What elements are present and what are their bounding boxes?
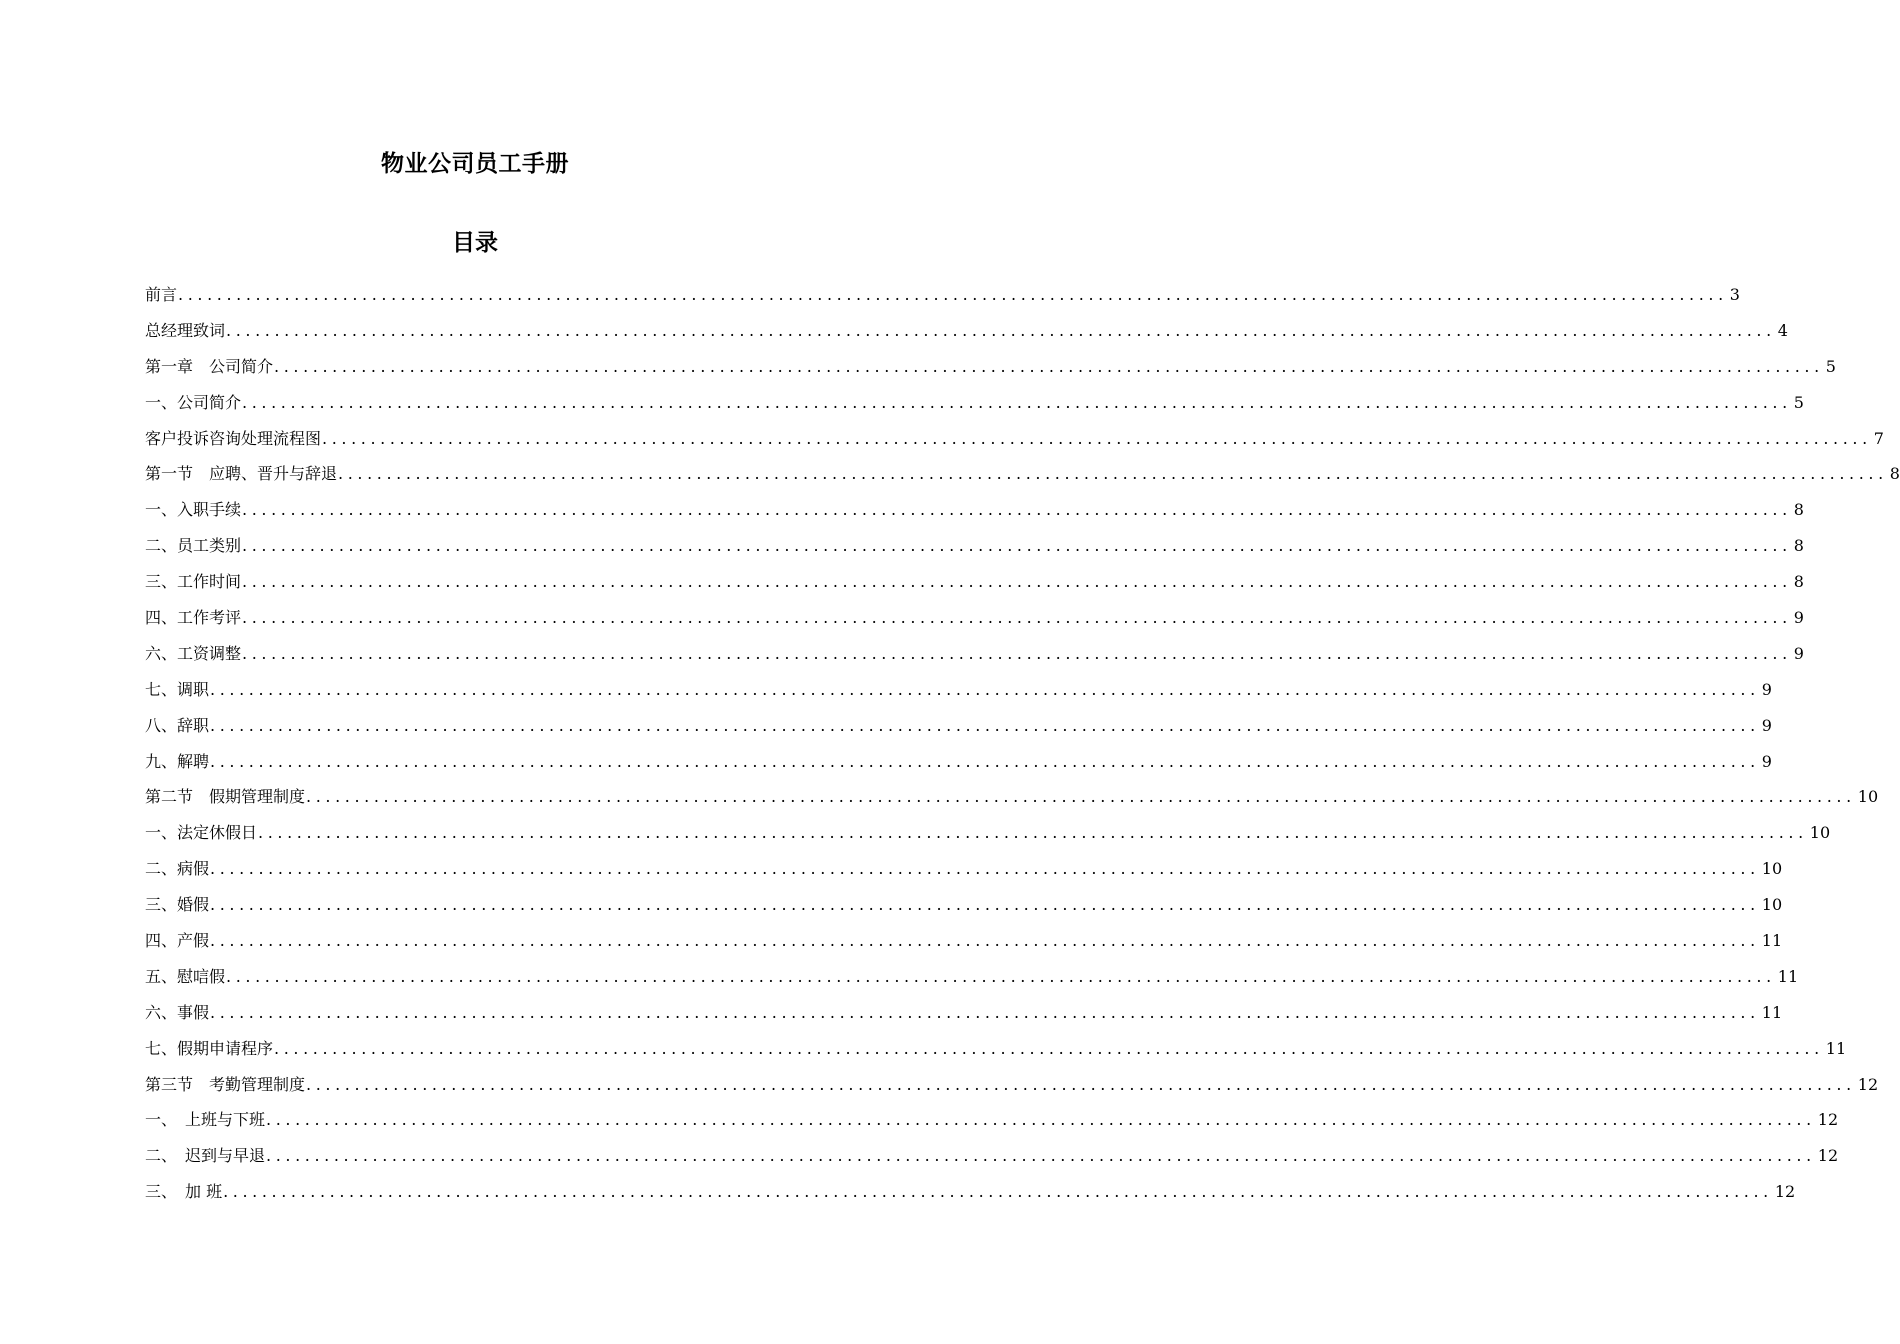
toc-entry-page: 8 — [1793, 500, 1804, 520]
toc-entry-page: 12 — [1857, 1074, 1879, 1094]
toc-entry-label: 四、工作考评 — [145, 608, 242, 628]
toc-entry[interactable] — [145, 636, 1804, 672]
toc-entry-label: 一、 上班与下班 — [145, 1110, 266, 1130]
toc-entry-label: 五、慰唁假 — [145, 966, 226, 986]
toc-entry-page: 8 — [1793, 572, 1804, 592]
toc-dot-leader: ................................................................................................................................................................ — [242, 536, 1792, 556]
toc-dot-leader: ................................................................................................................................................................ — [210, 751, 1760, 771]
toc-entry-label: 前言 — [145, 285, 178, 304]
toc-entry[interactable] — [145, 456, 1900, 492]
toc-entry-page: 9 — [1793, 643, 1804, 663]
toc-entry-page: 11 — [1761, 1002, 1783, 1022]
toc-dot-leader: ................................................................................................................................................................ — [210, 679, 1760, 699]
toc-entry[interactable] — [145, 1031, 1847, 1067]
toc-entry-label: 第一节 应聘、晋升与辞退 — [145, 464, 338, 484]
toc-entry[interactable] — [145, 600, 1804, 636]
toc-entry[interactable] — [145, 385, 1804, 421]
toc-entry-label: 七、假期申请程序 — [145, 1038, 274, 1058]
toc-dot-leader: ................................................................................................................................................................ — [210, 931, 1760, 951]
toc-entry-label: 二、员工类别 — [145, 536, 242, 556]
toc-entry-label: 客户投诉咨询处理流程图 — [145, 428, 322, 448]
toc-entry[interactable] — [145, 492, 1804, 528]
toc-dot-leader: ................................................................................................................................................................ — [210, 1002, 1760, 1022]
toc-dot-leader: ................................................................................................................................................................ — [266, 1146, 1816, 1166]
toc-dot-leader: ................................................................................................................................................................ — [242, 392, 1792, 412]
toc-dot-leader: ................................................................................................................................................................ — [242, 572, 1792, 592]
toc-entry-label: 一、入职手续 — [145, 500, 242, 520]
toc-entry-label: 三、工作时间 — [145, 572, 242, 592]
toc-entry[interactable] — [145, 1067, 1879, 1103]
toc-entry-page: 9 — [1761, 715, 1772, 735]
toc-entry-label: 总经理致词 — [145, 320, 226, 340]
toc-entry[interactable] — [145, 1102, 1839, 1138]
toc-heading: 目录 — [452, 230, 498, 256]
toc-entry[interactable] — [145, 1138, 1839, 1174]
toc-entry[interactable] — [145, 851, 1783, 887]
toc-dot-leader: ................................................................................................................................................................ — [274, 356, 1824, 376]
toc-entry-page: 10 — [1761, 859, 1783, 879]
toc-dot-leader: ................................................................................................................................................................ — [242, 500, 1792, 520]
toc-dot-leader: ................................................................................................................................................................ — [274, 1038, 1824, 1058]
toc-entry-page: 8 — [1793, 536, 1804, 556]
toc-entry[interactable] — [145, 528, 1804, 564]
toc-entry-page: 5 — [1793, 392, 1804, 412]
toc-dot-leader: ................................................................................................................................................................ — [226, 966, 1776, 986]
toc-entry-label: 第三节 考勤管理制度 — [145, 1074, 306, 1094]
toc-entry-page: 10 — [1809, 823, 1831, 843]
toc-entry-page: 11 — [1777, 966, 1799, 986]
toc-dot-leader: ................................................................................................................................................................ — [226, 320, 1776, 340]
toc-dot-leader: ................................................................................................................................................................ — [223, 1182, 1773, 1202]
toc-entry[interactable] — [145, 672, 1772, 708]
document-title: 物业公司员工手册 — [381, 151, 569, 177]
toc-entry-page: 8 — [1889, 464, 1900, 484]
toc-entry-page: 9 — [1761, 751, 1772, 771]
toc-entry-label: 三、 加 班 — [145, 1182, 223, 1202]
toc-entry-page: 10 — [1761, 895, 1783, 915]
toc-entry[interactable] — [145, 744, 1772, 780]
toc-dot-leader: ................................................................................................................................................................ — [322, 428, 1872, 448]
toc-entry[interactable] — [145, 313, 1788, 349]
toc-dot-leader: ................................................................................................................................................................ — [210, 859, 1760, 879]
toc-entry-label: 第二节 假期管理制度 — [145, 787, 306, 807]
toc-entry-page: 4 — [1777, 320, 1788, 340]
toc-entry-page: 3 — [1729, 285, 1740, 304]
toc-entry-page: 12 — [1774, 1182, 1796, 1202]
toc-entry-page: 9 — [1793, 608, 1804, 628]
toc-entry[interactable] — [145, 564, 1804, 600]
toc-dot-leader: ................................................................................................................................................................ — [178, 285, 1728, 304]
table-of-contents — [145, 277, 1900, 1210]
toc-entry-page: 5 — [1825, 356, 1836, 376]
toc-entry[interactable] — [145, 923, 1783, 959]
toc-entry-label: 二、病假 — [145, 859, 210, 879]
toc-entry-page: 7 — [1873, 428, 1884, 448]
toc-entry-page: 11 — [1825, 1038, 1847, 1058]
toc-dot-leader: ................................................................................................................................................................ — [306, 1074, 1856, 1094]
toc-entry[interactable] — [145, 277, 1740, 313]
toc-entry[interactable] — [145, 995, 1783, 1031]
toc-dot-leader: ................................................................................................................................................................ — [210, 895, 1760, 915]
toc-entry-label: 一、法定休假日 — [145, 823, 258, 843]
toc-entry-page: 12 — [1817, 1146, 1839, 1166]
toc-entry[interactable] — [145, 421, 1884, 457]
toc-entry-page: 9 — [1761, 679, 1772, 699]
toc-entry-label: 六、事假 — [145, 1002, 210, 1022]
toc-entry[interactable] — [145, 887, 1783, 923]
toc-entry-page: 11 — [1761, 931, 1783, 951]
toc-entry[interactable] — [145, 349, 1836, 385]
toc-entry-label: 六、工资调整 — [145, 643, 242, 663]
toc-dot-leader: ................................................................................................................................................................ — [266, 1110, 1816, 1130]
toc-dot-leader: ................................................................................................................................................................ — [258, 823, 1808, 843]
toc-entry-label: 一、公司简介 — [145, 392, 242, 412]
toc-dot-leader: ................................................................................................................................................................ — [242, 643, 1792, 663]
toc-entry[interactable] — [145, 959, 1799, 995]
toc-entry-label: 第一章 公司简介 — [145, 356, 274, 376]
toc-entry-label: 七、调职 — [145, 679, 210, 699]
toc-entry-label: 三、婚假 — [145, 895, 210, 915]
toc-entry[interactable] — [145, 815, 1831, 851]
toc-entry-page: 12 — [1817, 1110, 1839, 1130]
toc-dot-leader: ................................................................................................................................................................ — [242, 608, 1792, 628]
toc-entry-label: 四、产假 — [145, 931, 210, 951]
toc-entry[interactable] — [145, 1174, 1796, 1210]
toc-entry-label: 九、解聘 — [145, 751, 210, 771]
toc-dot-leader: ................................................................................................................................................................ — [306, 787, 1856, 807]
toc-entry-page: 10 — [1857, 787, 1879, 807]
toc-entry-label: 八、辞职 — [145, 715, 210, 735]
toc-entry-label: 二、 迟到与早退 — [145, 1146, 266, 1166]
toc-dot-leader: ................................................................................................................................................................ — [338, 464, 1888, 484]
toc-entry[interactable] — [145, 779, 1879, 815]
toc-dot-leader: ................................................................................................................................................................ — [210, 715, 1760, 735]
toc-entry[interactable] — [145, 708, 1772, 744]
